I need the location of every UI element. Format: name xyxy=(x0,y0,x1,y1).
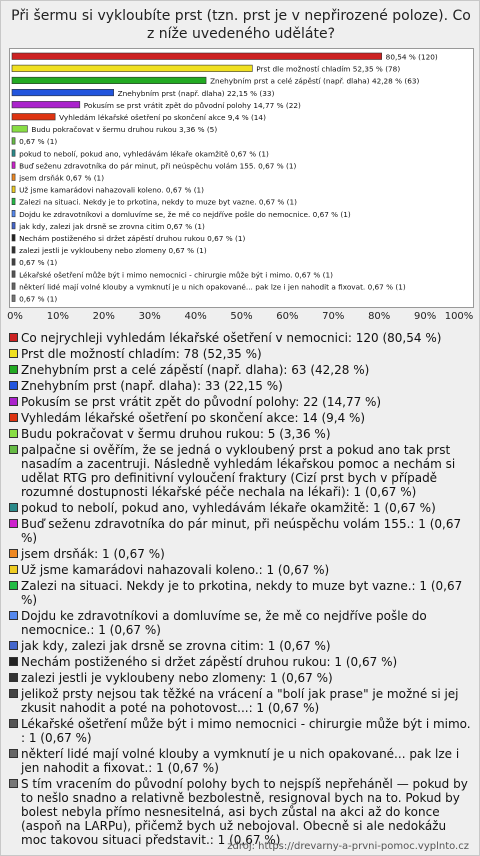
legend-swatch xyxy=(9,565,18,574)
bar-0 xyxy=(12,53,382,60)
legend-label: Co nejrychleji vyhledám lékařské ošetření v nemocnici: 120 (80,54 %) xyxy=(21,331,442,345)
bar-13 xyxy=(12,210,15,217)
legend-swatch xyxy=(9,519,18,528)
legend-item xyxy=(9,609,475,637)
bar-label-5: Vyhledám lékařské ošetření po skončení akce 9,4 % (14) xyxy=(59,113,266,122)
bar-label-17: 0,67 % (1) xyxy=(19,258,58,268)
legend-label: Nechám postiženého si držet zápěstí druhou rukou: 1 (0,67 %) xyxy=(21,655,398,669)
legend-item xyxy=(9,347,475,361)
legend-swatch xyxy=(9,749,18,758)
legend-swatch xyxy=(9,429,18,438)
bar-11 xyxy=(12,186,15,193)
bar-5 xyxy=(12,114,55,121)
legend-label: Budu pokračovat v šermu druhou rukou: 5 (3,36 %) xyxy=(21,427,331,441)
bar-label-2: Znehybním prst a celé zápěstí (např. dlaha) 42,28 % (63) xyxy=(210,76,420,86)
legend-label: Dojdu ke zdravotníkovi a domluvíme se, že mě co nejdříve pošle do nemocnice.: 1 (0,67 %) xyxy=(21,609,427,637)
legend-item xyxy=(9,563,475,577)
legend-swatch xyxy=(9,611,18,620)
plot-area xyxy=(9,48,474,308)
bar-chart-svg xyxy=(10,49,473,307)
bar-label-7: 0,67 % (1) xyxy=(19,137,58,147)
legend-label: jelikož prsty nejsou tak těžké na vrácení a "bolí jak prase" je možné si jej zkusit nahodit a poté na pohotovost...: 1 (0,67 %) xyxy=(21,687,459,715)
legend-label: S tím vracením do původní polohy bych to nejspíš nepřeháněl — pokud by to nešlo snadno a relativně bezbolestně, resignoval bych na to. Pokud by bolest nebyla přímo nesnesitelná, asi bych zůstal na akci až do konce (aspoň na LARPu), přičemž bych už nebojoval. Obecně si ale nedokážu moc takovou situaci představit.: 1 (0,67 %) xyxy=(21,777,468,847)
legend-label: palpačne si ověřím, že se jedná o vykloubený prst a pokud ano tak prst nasadím a zacentruji. Následně vyhledám lékařskou pomoc a nechám si udělat RTG pro definitivní vyloučení fraktury (Cizí prst bych v případě rozumné dostupnosti lékařské péče nechala na lékaři): 1 (0,67 %) xyxy=(21,443,456,499)
legend-swatch xyxy=(9,333,18,342)
x-tick-label: 30% xyxy=(138,311,161,322)
legend-swatch xyxy=(9,689,18,698)
bar-label-3: Znehybním prst (např. dlaha) 22,15 % (33) xyxy=(117,88,275,98)
bar-label-4: Pokusím se prst vrátit zpět do původní polohy 14,77 % (22) xyxy=(83,100,301,110)
legend-swatch xyxy=(9,581,18,590)
bar-8 xyxy=(12,150,15,157)
bar-10 xyxy=(12,174,15,181)
legend-swatch xyxy=(9,503,18,512)
legend-swatch xyxy=(9,397,18,406)
legend-item xyxy=(9,655,475,669)
bar-label-18: Lékařské ošetření může být i mimo nemocnici - chirurgie může být i mimo. 0,67 % (1) xyxy=(19,270,333,280)
x-tick-label: 100% xyxy=(444,311,474,322)
legend-item xyxy=(9,777,475,847)
legend-swatch xyxy=(9,381,18,390)
bar-label-14: jak kdy, zalezi jak drsně se zrovna citim 0,67 % (1) xyxy=(19,221,205,231)
legend-label: Pokusím se prst vrátit zpět do původní polohy: 22 (14,77 %) xyxy=(21,395,382,409)
legend-item xyxy=(9,411,475,425)
legend-item xyxy=(9,687,475,715)
legend-label: Znehybním prst (např. dlaha): 33 (22,15 %) xyxy=(21,379,283,393)
legend-swatch xyxy=(9,657,18,666)
legend-item xyxy=(9,501,475,515)
x-tick-label: 90% xyxy=(413,311,437,322)
x-axis xyxy=(1,309,480,325)
x-tick-label: 10% xyxy=(46,311,70,322)
bar-17 xyxy=(12,259,15,266)
bar-label-8: pokud to nebolí, pokud ano, vyhledávám lékaře okamžitě 0,67 % (1) xyxy=(19,149,269,159)
source-note: zdroj: https://drevarny-a-prvni-pomoc.vyplnto.cz xyxy=(227,841,469,852)
legend-label: pokud to nebolí, pokud ano, vyhledávám lékaře okamžitě: 1 (0,67 %) xyxy=(21,501,436,515)
legend-item xyxy=(9,639,475,653)
bar-label-11: Už jsme kamarádovi nahazovali koleno. 0,67 % (1) xyxy=(19,185,205,195)
legend-label: jsem drsňák: 1 (0,67 %) xyxy=(21,547,165,561)
bar-label-13: Dojdu ke zdravotníkovi a domluvíme se, že mě co nejdříve pošle do nemocnice. 0,67 % (1) xyxy=(19,209,351,219)
bar-4 xyxy=(12,101,80,108)
bar-3 xyxy=(12,89,114,96)
legend-label: Prst dle možností chladím: 78 (52,35 %) xyxy=(21,347,262,361)
legend-label: zalezi jestli je vykloubeny nebo zlomeny: 1 (0,67 %) xyxy=(21,671,333,685)
legend-label: některí lidé mají volné klouby a vymknutí je u nich opakované... pak lze i jen nahodit a fixovat.: 1 (0,67 %) xyxy=(21,747,460,775)
legend-item xyxy=(9,547,475,561)
legend-item xyxy=(9,717,475,745)
legend-item xyxy=(9,443,475,499)
legend-label: Už jsme kamarádovi nahazovali koleno.: 1 (0,67 %) xyxy=(21,563,330,577)
bar-label-6: Budu pokračovat v šermu druhou rukou 3,36 % (5) xyxy=(31,125,218,135)
legend-item xyxy=(9,671,475,685)
bar-16 xyxy=(12,247,15,254)
bar-14 xyxy=(12,222,15,229)
bar-12 xyxy=(12,198,15,205)
legend-swatch xyxy=(9,349,18,358)
x-tick-label: 40% xyxy=(184,311,207,322)
x-tick-label: 0% xyxy=(7,311,23,322)
legend-swatch xyxy=(9,673,18,682)
bar-label-16: zalezi jestli je vykloubeny nebo zlomeny 0,67 % (1) xyxy=(19,246,207,256)
legend-swatch xyxy=(9,445,18,454)
bar-6 xyxy=(12,126,27,133)
bar-1 xyxy=(12,65,252,72)
legend-swatch xyxy=(9,719,18,728)
legend-label: Znehybním prst a celé zápěstí (např. dlaha): 63 (42,28 %) xyxy=(21,363,370,377)
legend-item xyxy=(9,331,475,345)
bar-label-20: 0,67 % (1) xyxy=(19,294,58,304)
legend-label: Buď seženu zdravotníka do pár minut, při neúspěchu volám 155.: 1 (0,67 %) xyxy=(21,517,462,545)
chart-title: Při šermu si vykloubíte prst (tzn. prst je v nepřirozené poloze). Co z níže uvedeného uděláte? xyxy=(11,8,471,42)
legend-item xyxy=(9,579,475,607)
bar-label-12: Zalezi na situaci. Nekdy je to prkotina, nekdy to muze byt vazne. 0,67 % (1) xyxy=(19,197,298,207)
x-tick-label: 50% xyxy=(230,311,253,322)
bar-label-15: Nechám postiženého si držet zápěstí druhou rukou 0,67 % (1) xyxy=(19,234,246,243)
x-tick-label: 60% xyxy=(276,311,299,322)
legend-swatch xyxy=(9,641,18,650)
bar-label-10: jsem drsňák 0,67 % (1) xyxy=(19,173,105,183)
legend-item xyxy=(9,517,475,545)
legend-swatch xyxy=(9,413,18,422)
bar-label-19: některí lidé mají volné klouby a vymknutí je u nich opakované... pak lze i jen nahodit a fixovat. 0,67 % (1) xyxy=(19,282,406,292)
bar-2 xyxy=(12,77,206,84)
legend-item xyxy=(9,395,475,409)
bar-19 xyxy=(12,283,15,290)
bar-label-9: Buď seženu zdravotníka do pár minut, při neúspěchu volám 155. 0,67 % (1) xyxy=(19,161,297,171)
legend-label: Lékařské ošetření může být i mimo nemocnici - chirurgie může být i mimo. : 1 (0,67 %) xyxy=(21,717,471,745)
x-tick-label: 80% xyxy=(368,311,391,322)
legend-label: Vyhledám lékařské ošetření po skončení akce: 14 (9,4 %) xyxy=(21,411,366,425)
legend-item xyxy=(9,747,475,775)
legend-item xyxy=(9,363,475,377)
legend-label: jak kdy, zalezi jak drsně se zrovna citim: 1 (0,67 %) xyxy=(21,639,331,653)
bar-9 xyxy=(12,162,15,169)
legend xyxy=(9,331,475,849)
legend-swatch xyxy=(9,549,18,558)
legend-item xyxy=(9,427,475,441)
bar-label-0: 80,54 % (120) xyxy=(385,52,438,62)
bar-20 xyxy=(12,295,15,302)
x-tick-label: 20% xyxy=(92,311,115,322)
legend-label: Zalezi na situaci. Nekdy je to prkotina, nekdy to muze byt vazne.: 1 (0,67 %) xyxy=(21,579,463,607)
bar-18 xyxy=(12,271,15,278)
bar-label-1: Prst dle možností chladím 52,35 % (78) xyxy=(256,64,401,74)
legend-item xyxy=(9,379,475,393)
legend-swatch xyxy=(9,365,18,374)
legend-swatch xyxy=(9,779,18,788)
bar-7 xyxy=(12,138,15,145)
bar-15 xyxy=(12,235,15,242)
x-tick-label: 70% xyxy=(322,311,345,322)
